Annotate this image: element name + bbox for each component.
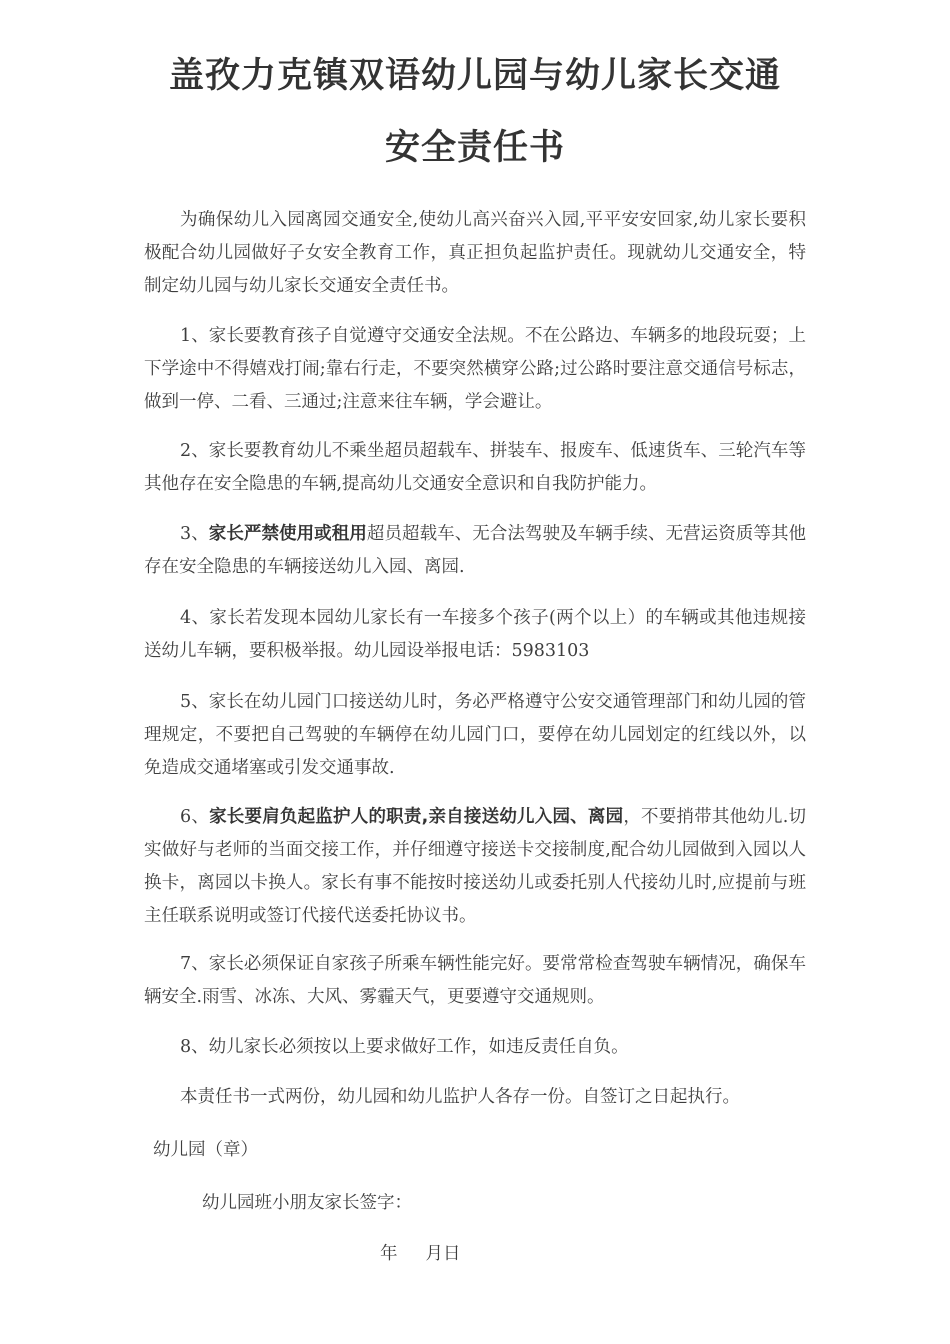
clause-6-text: ，不要捎带其他幼儿.切实做好与老师的当面交接工作，并仔细遵守接送卡交接制度,配合幼儿园做到入园以人换卡，离园以卡换人。家长有事不能按时接送幼儿或委托别人代接幼儿时,应提前与班主任联系说明或签订代接代送委托协议书。	[144, 807, 806, 926]
date-line	[380, 1238, 461, 1271]
closing-paragraph: 本责任书一式两份，幼儿园和幼儿监护人各存一份。自签订之日起执行。	[180, 1087, 740, 1107]
clause-3-text: 超员超载车、无合法驾驶及车辆手续、无营运资质等其他存在安全隐患的车辆接送幼儿入园、离园.	[144, 524, 807, 577]
clause-1: 1、家长要教育孩子自觉遵守交通安全法规。不在公路边、车辆多的地段玩耍；上下学途中不得嬉戏打闹;靠右行走，不要突然横穿公路;过公路时要注意交通信号标志，做到一停、二看、三通过;注意来往车辆，学会避让。	[144, 326, 806, 412]
intro-paragraph: 为确保幼儿入园离园交通安全,使幼儿高兴奋兴入园,平平安安回家,幼儿家长要积极配合幼儿园做好子女安全教育工作，真正担负起监护责任。现就幼儿交通安全，特制定幼儿园与幼儿家长交通安全责任书。	[144, 210, 806, 296]
clause-3-emphasis: 家长严禁使用或租用	[208, 524, 367, 544]
parent-signature-label: 幼儿园班小朋友家长签字：	[202, 1193, 412, 1213]
kindergarten-seal-label: 幼儿园（章）	[153, 1140, 258, 1160]
clause-2: 2、家长要教育幼儿不乘坐超员超载车、拼装车、报废车、低速货车、三轮汽车等其他存在安全隐患的车辆,提高幼儿交通安全意识和自我防护能力。	[144, 441, 806, 494]
clause-7: 7、家长必须保证自家孩子所乘车辆性能完好。要常常检查驾驶车辆情况，确保车辆安全.雨雪、冰冻、大风、雾霾天气，更要遵守交通规则。	[144, 954, 806, 1007]
clause-6-number: 6、	[180, 807, 210, 827]
date-year-label: 年	[380, 1244, 398, 1264]
document-title-line2: 安全责任书	[384, 128, 565, 168]
clause-3	[144, 518, 806, 584]
clause-5: 5、家长在幼儿园门口接送幼儿时，务必严格遵守公安交通管理部门和幼儿园的管理规定，不要把自己驾驶的车辆停在幼儿园门口，要停在幼儿园划定的红线以外，以免造成交通堵塞或引发交通事故.	[144, 692, 806, 778]
clause-6-emphasis: 家长要肩负起监护人的职责,亲自接送幼儿入园、离园	[209, 807, 624, 827]
clause-4: 4、家长若发现本园幼儿家长有一车接多个孩子(两个以上）的车辆或其他违规接送幼儿车辆，要积极举报。幼儿园设举报电话：5983103	[144, 608, 806, 661]
clause-6	[144, 801, 806, 933]
clause-8: 8、幼儿家长必须按以上要求做好工作，如违反责任自负。	[180, 1037, 629, 1057]
date-monthday-label: 月日	[425, 1244, 461, 1264]
document-title-line1: 盖孜力克镇双语幼儿园与幼儿家长交通	[168, 56, 781, 96]
clause-3-number: 3、	[180, 524, 209, 544]
